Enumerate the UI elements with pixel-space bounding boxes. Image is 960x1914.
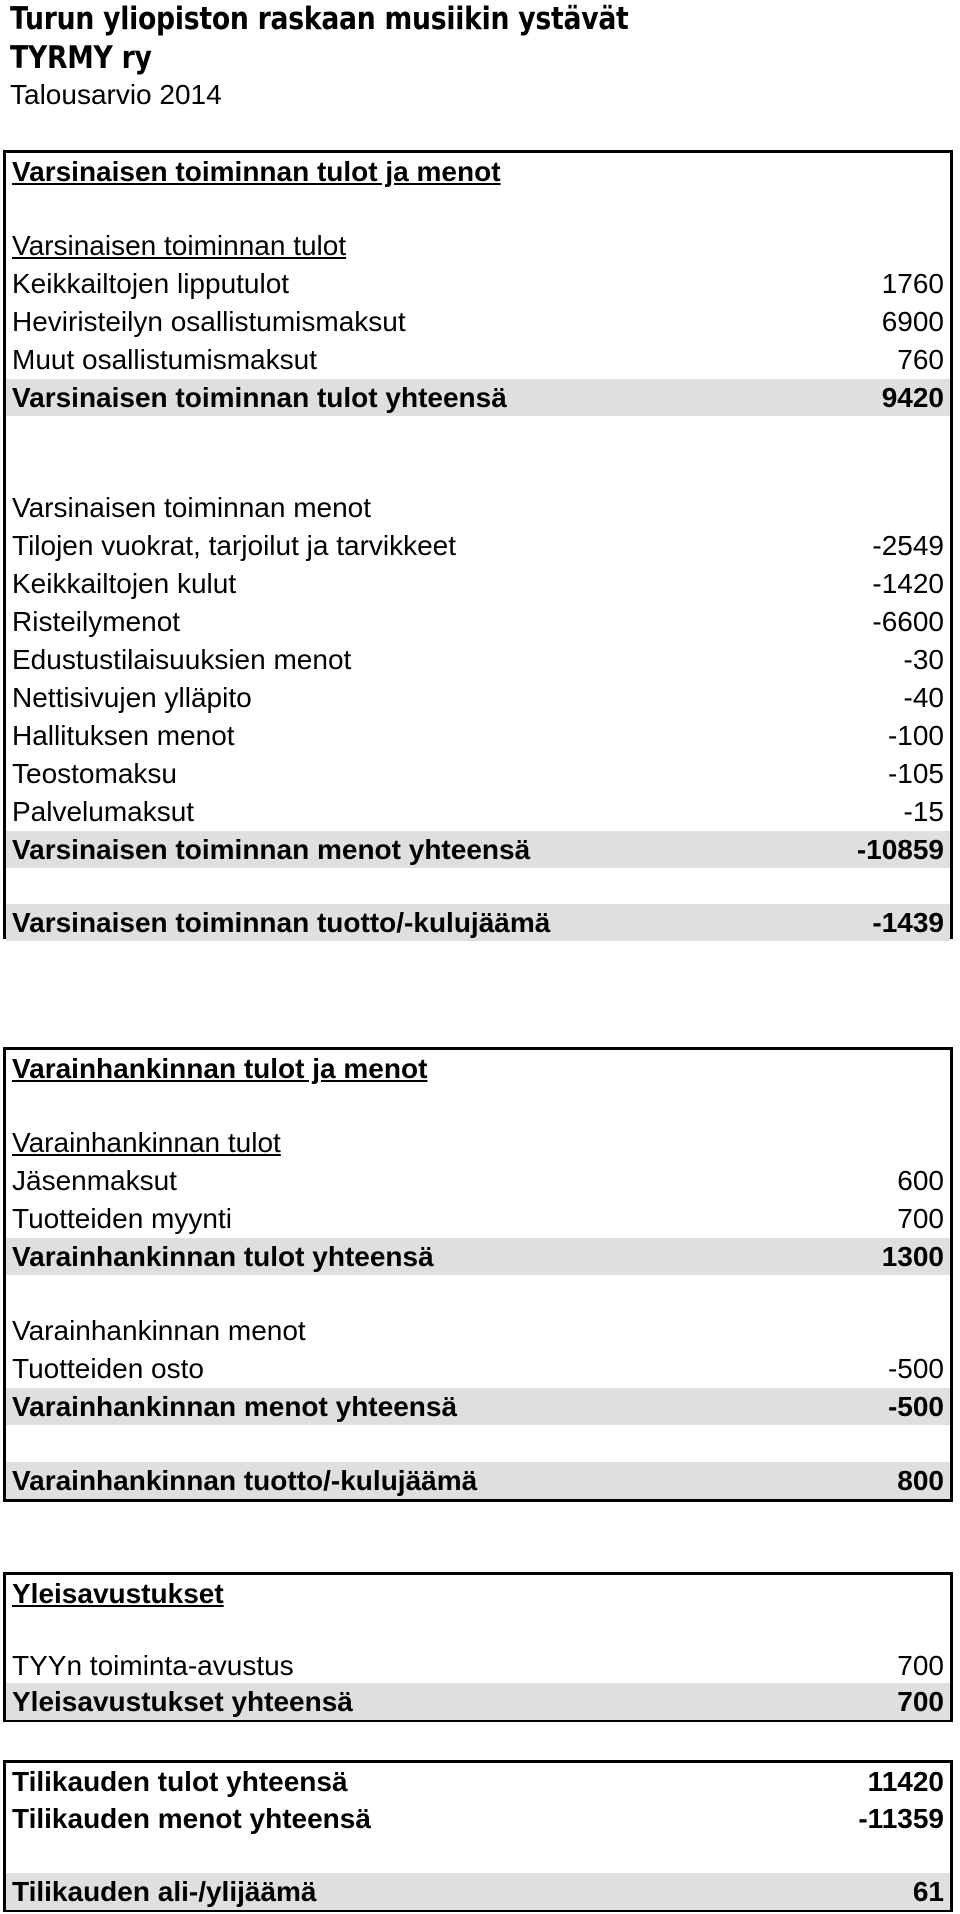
- row-amount: 11420: [867, 1765, 944, 1797]
- budget-row: [6, 303, 950, 340]
- row-amount: 1760: [881, 267, 944, 299]
- section-varainhankinta: [3, 1047, 953, 1502]
- income-total-row: [6, 379, 950, 416]
- row-label: Jäsenmaksut: [12, 1164, 177, 1196]
- total-row: [6, 1683, 950, 1720]
- income-heading: [6, 227, 950, 264]
- budget-row: [6, 717, 950, 754]
- document-subtitle: Talousarvio 2014: [10, 79, 222, 110]
- row-label: Keikkailtojen lipputulot: [12, 267, 290, 299]
- section-varsinainen-toiminta: [3, 150, 953, 939]
- budget-row: [6, 1350, 950, 1387]
- row-label: Tuotteiden myynti: [12, 1202, 232, 1234]
- row-amount: -15: [903, 795, 944, 827]
- row-amount: -11359: [858, 1802, 944, 1834]
- organization-name-line1: Turun yliopiston raskaan musiikin ystävät: [10, 1, 629, 37]
- row-label: Tilikauden ali-/ylijäämä: [12, 1875, 317, 1907]
- section-title: [6, 153, 950, 190]
- expense-total-row: [6, 1388, 950, 1425]
- result-row: [6, 1462, 950, 1499]
- budget-row: [6, 1647, 950, 1684]
- row-label: Nettisivujen ylläpito: [12, 681, 252, 713]
- income-heading: [6, 1124, 950, 1161]
- income-total-row: [6, 1238, 950, 1275]
- row-label: Varsinaisen toiminnan tuotto/-kulujäämä: [12, 906, 551, 938]
- section-title: [6, 1575, 950, 1612]
- summary-income-row: [6, 1763, 950, 1800]
- budget-row: [6, 265, 950, 302]
- row-label: Tilojen vuokrat, tarjoilut ja tarvikkeet: [12, 529, 457, 561]
- row-label: Teostomaksu: [12, 757, 177, 789]
- row-amount: -2549: [872, 529, 944, 561]
- budget-row: [6, 1200, 950, 1237]
- row-amount: -100: [887, 719, 944, 751]
- row-label: Varainhankinnan tuotto/-kulujäämä: [12, 1464, 478, 1496]
- budget-row: [6, 527, 950, 564]
- row-amount: -10859: [856, 833, 944, 865]
- row-label: Edustustilaisuuksien menot: [12, 643, 352, 675]
- row-label: Varsinaisen toiminnan menot yhteensä: [12, 833, 531, 865]
- row-amount: 600: [897, 1164, 944, 1196]
- section-title-text: Varainhankinnan tulot ja menot: [12, 1052, 428, 1084]
- summary-expense-row: [6, 1800, 950, 1837]
- row-amount: -40: [903, 681, 944, 713]
- row-amount: -500: [887, 1390, 944, 1422]
- row-amount: -500: [887, 1352, 944, 1384]
- row-amount: -30: [903, 643, 944, 675]
- organization-name-line2: TYRMY ry: [10, 40, 152, 76]
- organization-name: [10, 0, 629, 78]
- expense-total-row: [6, 831, 950, 868]
- row-amount: 700: [897, 1202, 944, 1234]
- expense-heading: [6, 1312, 950, 1349]
- expense-heading-text: Varsinaisen toiminnan menot: [12, 491, 372, 523]
- row-amount: 700: [897, 1685, 944, 1717]
- row-label: Tuotteiden osto: [12, 1352, 204, 1384]
- section-tilikausi-summary: [3, 1760, 953, 1912]
- row-label: Palvelumaksut: [12, 795, 195, 827]
- section-title: [6, 1050, 950, 1087]
- row-amount: 760: [897, 343, 944, 375]
- row-amount: -1439: [872, 906, 944, 938]
- row-amount: 61: [912, 1875, 944, 1907]
- budget-row: [6, 341, 950, 378]
- income-heading-text: Varainhankinnan tulot: [12, 1126, 281, 1158]
- row-label: Heviristeilyn osallistumismaksut: [12, 305, 406, 337]
- row-label: Hallituksen menot: [12, 719, 235, 751]
- budget-row: [6, 679, 950, 716]
- row-amount: -6600: [872, 605, 944, 637]
- row-label: Yleisavustukset yhteensä: [12, 1685, 353, 1717]
- row-label: Varainhankinnan menot yhteensä: [12, 1390, 458, 1422]
- row-amount: 6900: [881, 305, 944, 337]
- row-label: Tilikauden menot yhteensä: [12, 1802, 371, 1834]
- expense-heading-text: Varainhankinnan menot: [12, 1314, 306, 1346]
- result-row: [6, 904, 950, 941]
- row-amount: 1300: [881, 1240, 944, 1272]
- row-amount: -1420: [872, 567, 944, 599]
- expense-heading: [6, 489, 950, 526]
- row-amount: 800: [897, 1464, 944, 1496]
- row-label: Keikkailtojen kulut: [12, 567, 237, 599]
- row-label: Muut osallistumismaksut: [12, 343, 317, 375]
- row-label: TYYn toiminta-avustus: [12, 1649, 294, 1681]
- row-amount: -105: [887, 757, 944, 789]
- budget-row: [6, 603, 950, 640]
- summary-result-row: [6, 1873, 950, 1910]
- section-yleisavustukset: [3, 1572, 953, 1722]
- budget-row: [6, 1162, 950, 1199]
- section-title-text: Yleisavustukset: [12, 1577, 224, 1609]
- income-heading-text: Varsinaisen toiminnan tulot: [12, 229, 347, 261]
- budget-row: [6, 755, 950, 792]
- row-amount: 700: [897, 1649, 944, 1681]
- row-amount: 9420: [881, 381, 944, 413]
- budget-row: [6, 641, 950, 678]
- row-label: Varsinaisen toiminnan tulot yhteensä: [12, 381, 507, 413]
- row-label: Varainhankinnan tulot yhteensä: [12, 1240, 434, 1272]
- section-title-text: Varsinaisen toiminnan tulot ja menot: [12, 155, 501, 187]
- row-label: Risteilymenot: [12, 605, 181, 637]
- row-label: Tilikauden tulot yhteensä: [12, 1765, 348, 1797]
- budget-row: [6, 565, 950, 602]
- budget-row: [6, 793, 950, 830]
